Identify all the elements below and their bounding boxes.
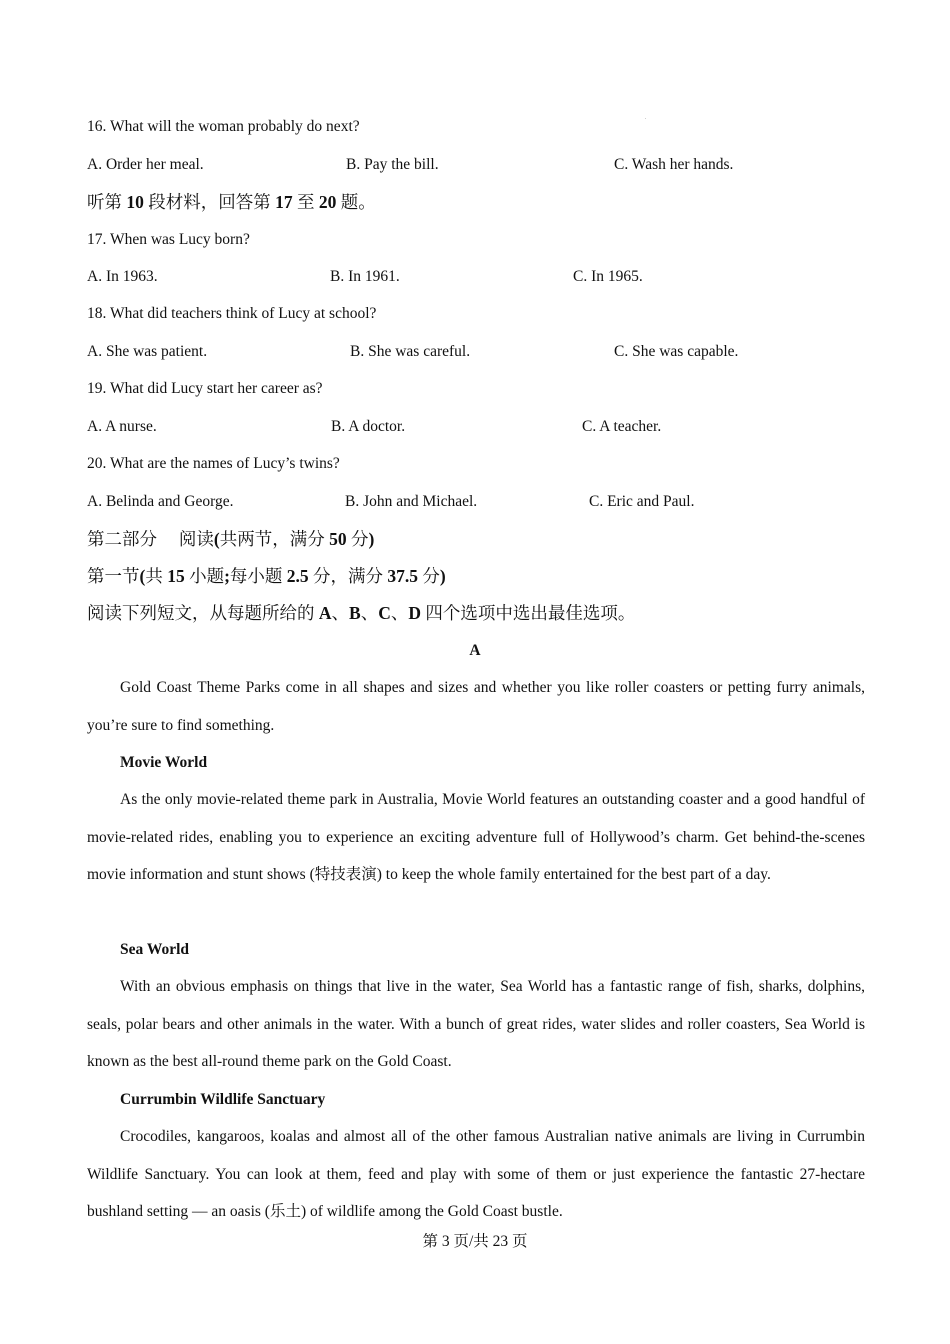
heading-text: 共两节，满分 bbox=[219, 529, 330, 549]
question-18-option-b: B. She was careful. bbox=[350, 343, 471, 360]
section-text-sea-world: With an obvious emphasis on things that live in the water, Sea World has a fantastic range of fish, sharks, dolphins, seals, polar bears and other animals in the water. With a bunch of great rides, water slides and roller coasters, Sea World is known as the best all-round theme park on the Gold Coast. bbox=[87, 978, 865, 1070]
section-one-heading bbox=[87, 566, 446, 586]
scan-speck bbox=[645, 118, 646, 119]
total-score: 50 bbox=[329, 529, 347, 549]
material-number: 10 bbox=[126, 192, 144, 212]
footer-text: 页 bbox=[508, 1233, 528, 1250]
heading-text: 分 bbox=[346, 529, 369, 549]
instruction-text: 四个选项中选出最佳选项。 bbox=[420, 603, 636, 623]
question-range-start: 17 bbox=[275, 192, 293, 212]
section-heading-currumbin: Currumbin Wildlife Sanctuary bbox=[120, 1091, 326, 1108]
question-18-option-a: A. She was patient. bbox=[87, 343, 208, 360]
option-letter: D bbox=[408, 603, 421, 623]
listening-instruction-10 bbox=[87, 192, 376, 212]
part-two-heading bbox=[87, 529, 374, 549]
page-footer bbox=[0, 1229, 950, 1251]
option-letter: B bbox=[349, 603, 361, 623]
footer-text: 第 bbox=[422, 1233, 442, 1250]
question-range-end: 20 bbox=[318, 192, 337, 212]
heading-paren: ( bbox=[139, 566, 146, 586]
question-20-option-a: A. Belinda and George. bbox=[87, 493, 234, 510]
current-page-number: 3 bbox=[441, 1233, 450, 1250]
heading-text: 分 bbox=[418, 566, 440, 586]
instruction-text: 听第 bbox=[87, 192, 127, 212]
instruction-text: 阅读下列短文，从每题所给的 bbox=[87, 603, 319, 623]
question-19-option-c: C. A teacher. bbox=[582, 418, 662, 435]
section-text-movie-world: As the only movie-related theme park in Australia, Movie World features an outstanding coaster and a good handful of movie-related rides, enabling you to experience an exciting adventure full of Hollywood’s charm. Get behind-the-scenes movie information and stunt shows (特技表演) to keep the whole family entertained for the best part of a day. bbox=[87, 791, 865, 883]
question-count: 15 bbox=[167, 566, 185, 586]
question-20-option-c: C. Eric and Paul. bbox=[589, 493, 695, 510]
footer-text: 页/共 bbox=[449, 1233, 493, 1250]
question-20-stem: 20. What are the names of Lucy’s twins? bbox=[87, 455, 340, 472]
question-17-option-b: B. In 1961. bbox=[330, 268, 400, 285]
heading-text: 第一节 bbox=[87, 566, 140, 586]
heading-text: 共 bbox=[145, 566, 168, 586]
heading-semicolon: ; bbox=[224, 566, 230, 586]
passage-intro: Gold Coast Theme Parks come in all shapes and sizes and whether you like roller coasters or petting furry animals, you’re sure to find something. bbox=[87, 679, 865, 734]
per-question-score: 2.5 bbox=[286, 566, 309, 586]
separator: 、 bbox=[360, 603, 379, 623]
heading-text: 每小题 bbox=[229, 566, 287, 586]
question-17-option-c: C. In 1965. bbox=[573, 268, 643, 285]
question-16-option-c: C. Wash her hands. bbox=[614, 156, 734, 173]
separator: 、 bbox=[331, 603, 350, 623]
instruction-text: 至 bbox=[292, 192, 319, 212]
question-19-stem: 19. What did Lucy start her career as? bbox=[87, 380, 323, 397]
heading-text: 小题 bbox=[184, 566, 225, 586]
question-20-option-b: B. John and Michael. bbox=[345, 493, 478, 510]
question-17-option-a: A. In 1963. bbox=[87, 268, 158, 285]
question-18-option-c: C. She was capable. bbox=[614, 343, 739, 360]
heading-text: 分，满分 bbox=[308, 566, 388, 586]
option-letter: A bbox=[318, 603, 332, 623]
section-score: 37.5 bbox=[387, 566, 419, 586]
total-page-count: 23 bbox=[492, 1233, 509, 1250]
question-19-option-b: B. A doctor. bbox=[331, 418, 406, 435]
instruction-text: 题。 bbox=[336, 192, 376, 212]
question-19-option-a: A. A nurse. bbox=[87, 418, 157, 435]
heading-text: 第二部分 阅读 bbox=[87, 529, 214, 549]
section-heading-sea-world: Sea World bbox=[120, 941, 190, 958]
question-16-option-b: B. Pay the bill. bbox=[346, 156, 439, 173]
question-16-stem: 16. What will the woman probably do next? bbox=[87, 118, 360, 135]
question-18-stem: 18. What did teachers think of Lucy at school? bbox=[87, 305, 377, 322]
passage-label: A bbox=[469, 642, 481, 659]
heading-paren: ) bbox=[439, 566, 446, 586]
heading-paren: ( bbox=[213, 529, 220, 549]
reading-instruction bbox=[87, 603, 635, 623]
heading-paren: ) bbox=[368, 529, 375, 549]
instruction-text: 段材料，回答第 bbox=[143, 192, 276, 212]
separator: 、 bbox=[390, 603, 409, 623]
question-17-stem: 17. When was Lucy born? bbox=[87, 231, 250, 248]
section-text-currumbin: Crocodiles, kangaroos, koalas and almost all of the other famous Australian native animals are living in Currumbin Wildlife Sanctuary. You can look at them, feed and play with some of them or just experience the fantastic 27-hectare bushland setting — an oasis (乐土) of wildlife among the Gold Coast bustle. bbox=[87, 1128, 865, 1220]
section-heading-movie-world: Movie World bbox=[120, 754, 208, 771]
option-letter: C bbox=[378, 603, 391, 623]
question-16-option-a: A. Order her meal. bbox=[87, 156, 204, 173]
